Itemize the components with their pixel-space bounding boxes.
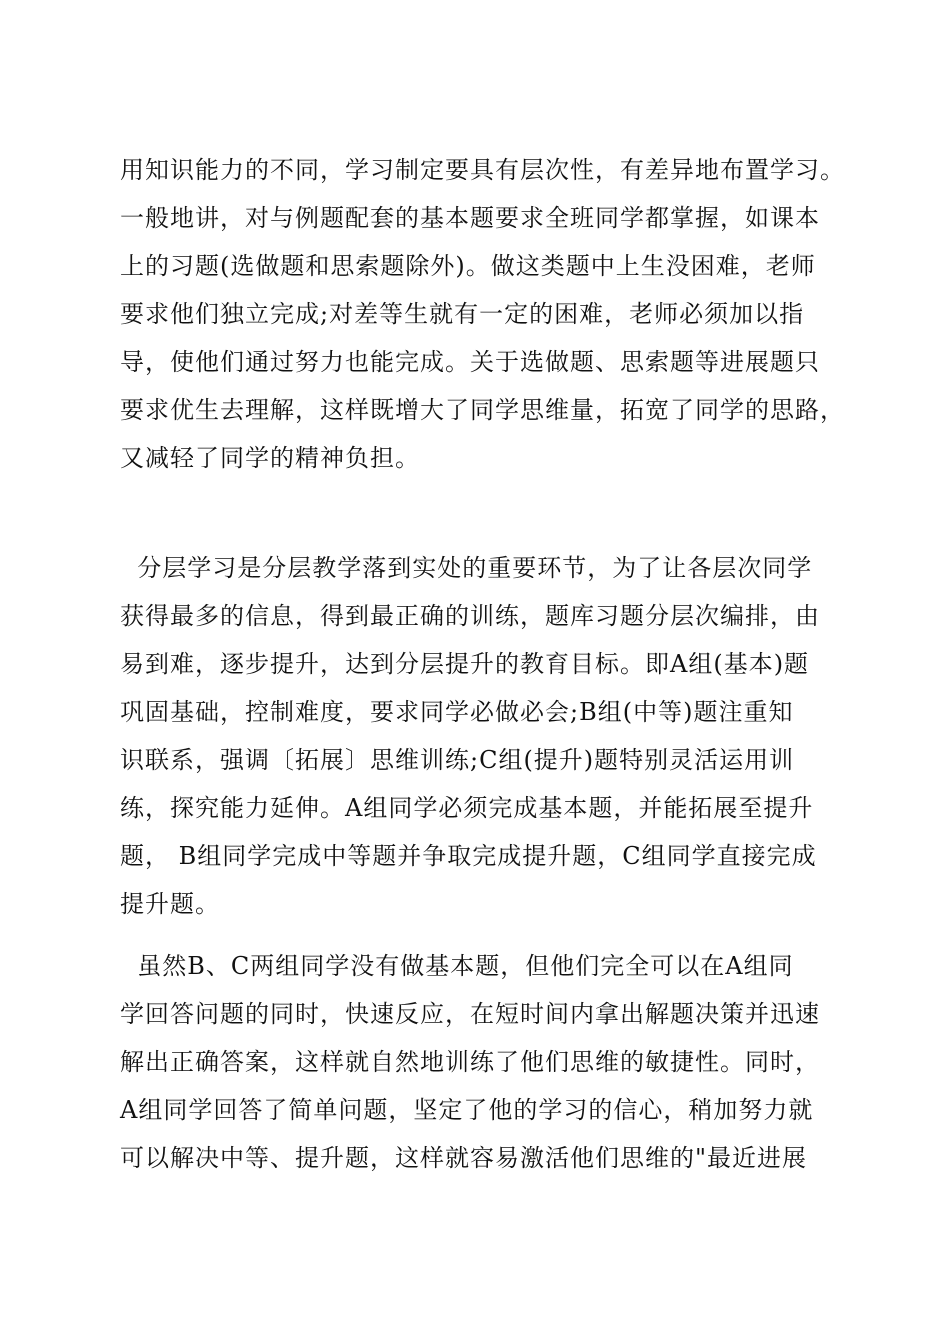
- text-line: 识联系，强调〔拓展〕思维训练;C组(提升)题特别灵活运用训: [120, 746, 795, 774]
- text-line: 上的习题(选做题和思索题除外)。做这类题中上生没困难，老师: [120, 252, 816, 280]
- text-line: 又减轻了同学的精神负担。: [120, 444, 420, 472]
- text-line: 虽然B、C两组同学没有做基本题，但他们完全可以在A组同: [120, 952, 794, 980]
- text-line: 可以解决中等、提升题，这样就容易激活他们思维的"最近进展: [120, 1144, 808, 1172]
- text-line: 巩固基础，控制难度，要求同学必做必会;B组(中等)题注重知: [120, 698, 794, 726]
- text-line: A组同学回答了简单问题，坚定了他的学习的信心，稍加努力就: [120, 1096, 814, 1124]
- paragraph-3: [120, 942, 840, 1182]
- text-line: 题， B组同学完成中等题并争取完成提升题，C组同学直接完成: [120, 842, 817, 870]
- text-line: 易到难，逐步提升，达到分层提升的教育目标。即A组(基本)题: [120, 650, 810, 678]
- text-line: 要求优生去理解，这样既增大了同学思维量，拓宽了同学的思路，: [120, 396, 845, 424]
- text-line: 练，探究能力延伸。A组同学必须完成基本题，并能拓展至提升: [120, 794, 814, 822]
- paragraph-2: [120, 544, 840, 928]
- paragraph-1: [120, 146, 845, 482]
- text-line: 一般地讲，对与例题配套的基本题要求全班同学都掌握，如课本: [120, 204, 820, 232]
- text-line: 导，使他们通过努力也能完成。关于选做题、思索题等进展题只: [120, 348, 820, 376]
- text-line: 学回答问题的同时，快速反应，在短时间内拿出解题决策并迅速: [120, 1000, 820, 1028]
- text-line: 获得最多的信息，得到最正确的训练，题库习题分层次编排，由: [120, 602, 820, 630]
- text-line: 提升题。: [120, 890, 220, 918]
- text-line: 解出正确答案，这样就自然地训练了他们思维的敏捷性。同时，: [120, 1048, 820, 1076]
- text-line: 用知识能力的不同，学习制定要具有层次性，有差异地布置学习。: [120, 156, 845, 184]
- text-line: 要求他们独立完成;对差等生就有一定的困难，老师必须加以指: [120, 300, 805, 328]
- text-line: 分层学习是分层教学落到实处的重要环节，为了让各层次同学: [120, 554, 813, 582]
